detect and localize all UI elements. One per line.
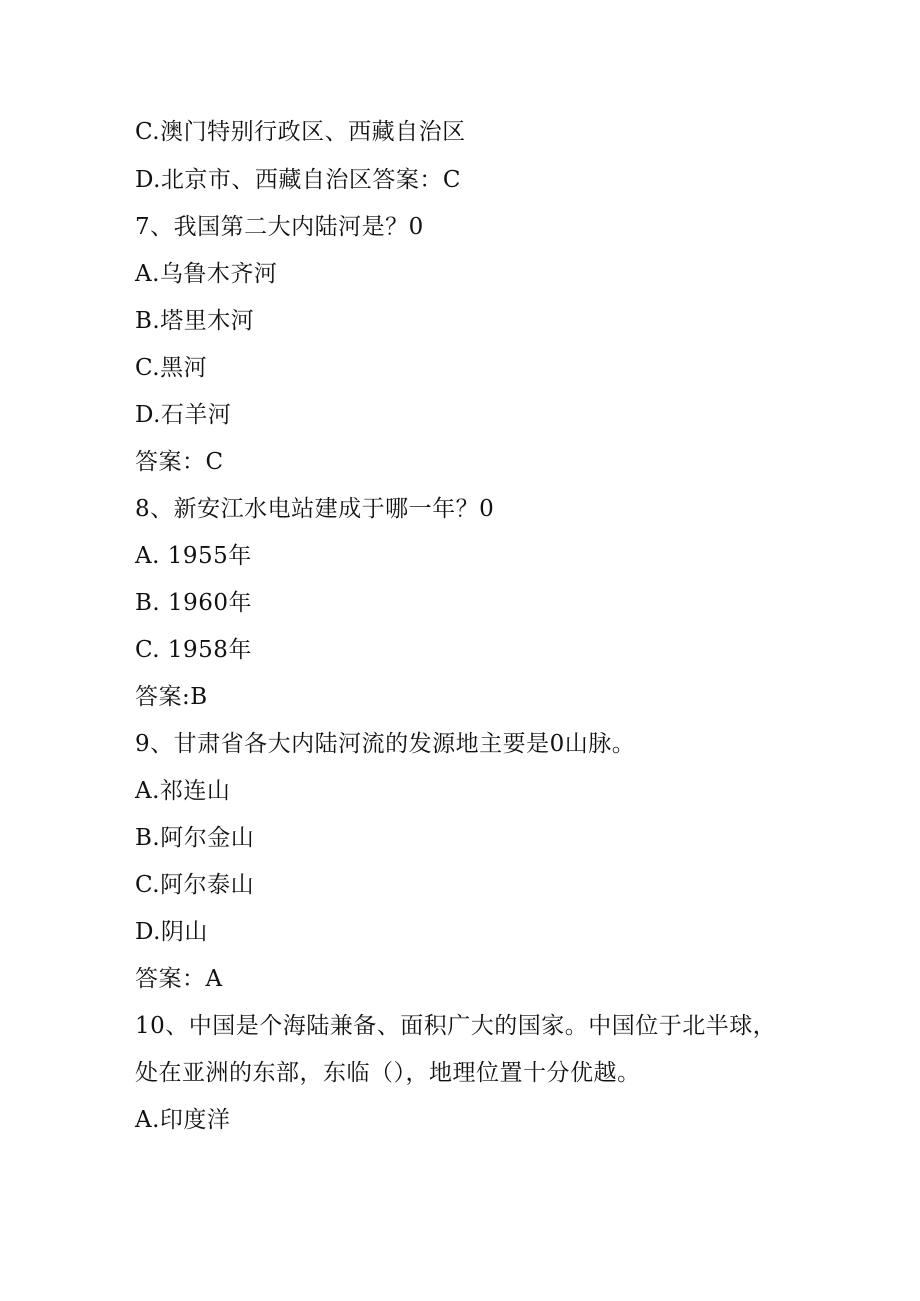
option-answer-line: D.北京市、西藏自治区答案：C bbox=[135, 167, 462, 193]
answer-line: 答案：A bbox=[135, 966, 223, 992]
option-line: C.阿尔泰山 bbox=[135, 872, 255, 898]
question-line: 7、我国第二大内陆河是？0 bbox=[135, 214, 424, 240]
option-line: B.阿尔金山 bbox=[135, 825, 255, 851]
option-line: D.阴山 bbox=[135, 919, 208, 945]
answer-line: 答案:B bbox=[135, 684, 208, 710]
answer-line: 答案：C bbox=[135, 449, 224, 475]
option-line: D.石羊河 bbox=[135, 402, 232, 428]
question-line: 10、中国是个海陆兼备、面积广大的国家。中国位于北半球， bbox=[135, 1013, 777, 1039]
option-line: A.印度洋 bbox=[135, 1107, 231, 1133]
option-line: A.祁连山 bbox=[135, 778, 231, 804]
option-line: A.乌鲁木齐河 bbox=[135, 261, 278, 287]
option-line: A. 1955年 bbox=[135, 543, 252, 569]
option-line: C. 1958年 bbox=[135, 637, 252, 663]
option-line: C.黑河 bbox=[135, 355, 208, 381]
option-line: B. 1960年 bbox=[135, 590, 253, 616]
question-line: 8、新安江水电站建成于哪一年？0 bbox=[135, 496, 495, 522]
question-line: 9、甘肃省各大内陆河流的发源地主要是0山脉。 bbox=[135, 731, 636, 757]
option-line: B.塔里木河 bbox=[135, 308, 255, 334]
option-line: C.澳门特别行政区、西藏自治区 bbox=[135, 119, 466, 145]
question-line-continued: 处在亚洲的东部，东临（），地理位置十分优越。 bbox=[135, 1060, 641, 1086]
